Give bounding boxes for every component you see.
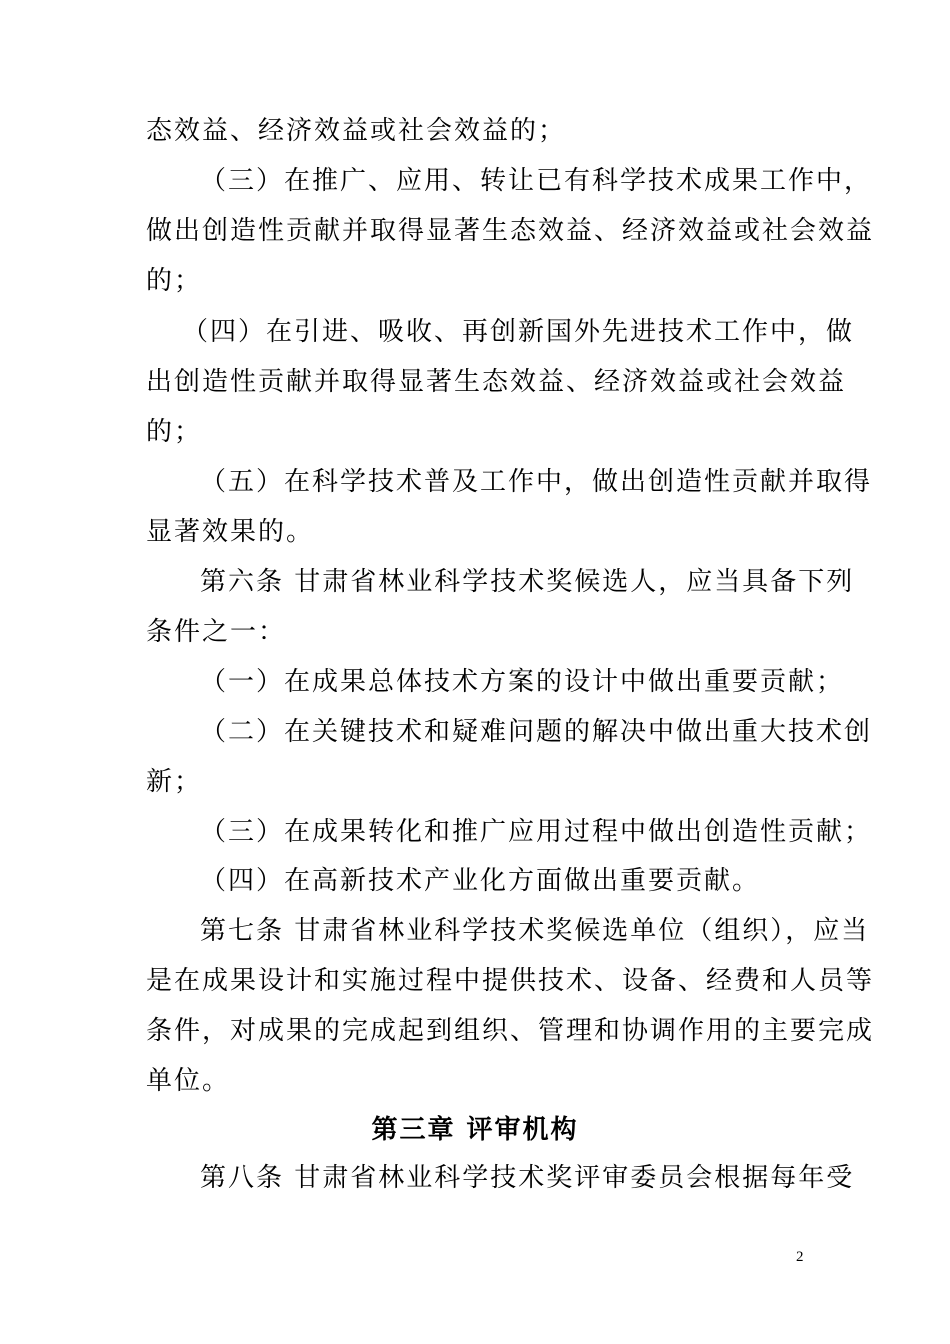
- paragraph-line: （三）在成果转化和推广应用过程中做出创造性贡献；: [200, 817, 873, 847]
- paragraph-line: （三）在推广、应用、转让已有科学技术成果工作中，: [200, 166, 873, 196]
- paragraph-line: （四）在高新技术产业化方面做出重要贡献。: [200, 866, 761, 896]
- paragraph-line: 的；: [146, 417, 203, 447]
- paragraph-line: 第八条 甘肃省林业科学技术奖评审委员会根据每年受: [200, 1163, 855, 1193]
- paragraph-line: 出创造性贡献并取得显著生态效益、经济效益或社会效益: [146, 367, 847, 397]
- paragraph-line: （四）在引进、吸收、再创新国外先进技术工作中，做: [182, 317, 855, 347]
- paragraph-line: 第七条 甘肃省林业科学技术奖候选单位（组织），应当: [200, 916, 870, 946]
- paragraph-line: 单位。: [146, 1066, 231, 1096]
- paragraph-line: 第六条 甘肃省林业科学技术奖候选人，应当具备下列: [200, 567, 855, 597]
- paragraph-line: 新；: [146, 767, 203, 797]
- paragraph-line: （一）在成果总体技术方案的设计中做出重要贡献；: [200, 667, 845, 697]
- paragraph-line: 条件之一：: [146, 617, 287, 647]
- paragraph-line: 显著效果的。: [146, 517, 315, 547]
- chapter-heading: 第三章 评审机构: [371, 1115, 579, 1145]
- paragraph-line: 态效益、经济效益或社会效益的；: [146, 116, 567, 146]
- page-number: 2: [796, 1249, 804, 1265]
- paragraph-line: （五）在科学技术普及工作中，做出创造性贡献并取得: [200, 467, 873, 497]
- paragraph-line: （二）在关键技术和疑难问题的解决中做出重大技术创: [200, 717, 873, 747]
- paragraph-line: 条件，对成果的完成起到组织、管理和协调作用的主要完成: [146, 1016, 875, 1046]
- paragraph-line: 是在成果设计和实施过程中提供技术、设备、经费和人员等: [146, 966, 875, 996]
- paragraph-line: 的；: [146, 266, 203, 296]
- paragraph-line: 做出创造性贡献并取得显著生态效益、经济效益或社会效益: [146, 216, 875, 246]
